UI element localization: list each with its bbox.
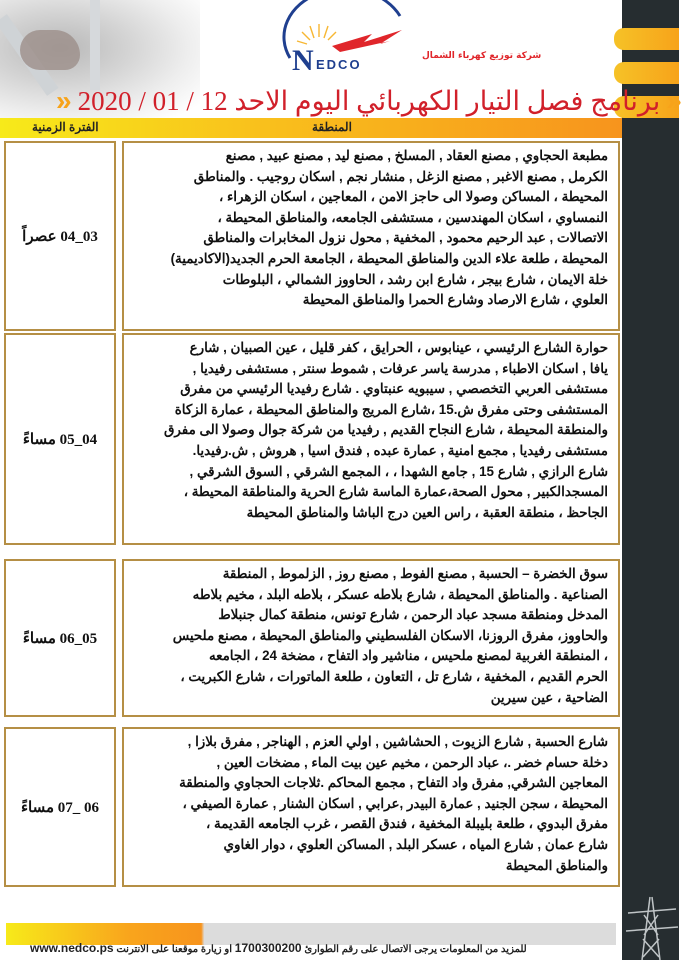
emergency-phone[interactable]: 1700300200 [234, 941, 302, 955]
region-line: والمناطق المحيطة [505, 857, 608, 873]
region-cell [122, 559, 620, 717]
time-cell [4, 559, 116, 717]
footer-info-text: للمزيد من المعلومات يرجى الاتصال على رقم الطوارئ [304, 944, 527, 955]
region-line: الحرم القديم ، المخفية ، شارع تل ، التعاون ، طلعة الماتورات ، شارع الكبريت ، [180, 668, 608, 684]
tower-beam [90, 0, 100, 90]
region-line: المسجدالكبير , محول الصحة،عمارة الماسة شارع الحرية والمناطقة المحيطة ، [183, 484, 608, 500]
region-line: شارع عمان , شارع المياه ، عسكر البلد , المساكن العلوي ، دوار الغاوي [223, 836, 608, 852]
region-line: والمنطقة المحيطة ، شارع النجاح القديم , رفيديا من شركة جوال وصولا الى مفرق [164, 422, 608, 438]
region-line: سوق الخضرة – الحسبة , مصنع الفوط , مصنع روز , الزلموط , المنطقة [222, 566, 608, 581]
region-line: المحيطة ، طلعة علاء الدين والمناطق المحيطة ، الجامعة الحرم الجديد(الاكاديمية) [170, 250, 608, 266]
region-line: الصناعية . والمناطق المحيطة ، شارع بلاطه عسكر ، بلاطه البلد ، مخيم بلاطه [192, 586, 608, 602]
region-line: الاتصالات , عبد الرحيم محمود , المخفية , محول نزول المخابرات والمناطق [203, 230, 608, 246]
glove-image [20, 30, 80, 70]
region-line: النمساوي ، اسكان المهندسين ، مستشفى الجامعه، والمناطق المحيطة ، [217, 209, 608, 225]
power-tower-icon [622, 895, 679, 960]
time-cell [4, 727, 116, 887]
region-line: ، المنطقة الغربية لمصنع ملحيس ، مناشير واد التفاح ، مضخة 24 ، الجامعه [208, 648, 608, 664]
footer-visit-text: او زيارة موقعنا على الانترنت [116, 944, 233, 955]
time-range: 04_05 مساءً [22, 431, 98, 448]
table-row [4, 333, 620, 545]
right-decorative-panel [622, 0, 679, 960]
sun-icon [297, 24, 336, 44]
double-chevron-left-icon: « [666, 85, 682, 116]
table-row [4, 141, 620, 331]
region-line: شارع الرازي , شارع 15 , جامع الشهدا ، ، المجمع الشرقي , السوق الشرقي , [189, 463, 608, 479]
region-line: مطبعة الحجاوي , مصنع العقاد , المسلخ , مصنع ليد , مصنع عبيد , مصنع [225, 148, 608, 163]
region-line: يافا , اسكان الاطباء , مدرسة ياسر عرفات , شموط سنتر , مستشفى رفيديا , [192, 360, 608, 376]
nedco-logo [272, 8, 542, 77]
time-cell [4, 141, 116, 331]
region-line: المستشفى وحتى مفرق ش.15 ،شارع المريج والمناطق المحيطة ، عمارة الزكاة [174, 401, 608, 417]
table-row [4, 559, 620, 717]
page-title-row [50, 84, 682, 118]
time-range: 05_06 مساءً [22, 630, 98, 647]
region-cell [122, 141, 620, 331]
region-line: الضاحية ، عين سيرين [490, 689, 608, 705]
page-title: برنامج فصل التيار الكهربائي اليوم الاحد 12 / 01 / 2020 [77, 85, 661, 116]
region-line: دخلة حسام خضر .، عباد الرحمن ، مخيم عين بيت الماء , مضخات العين , [216, 754, 608, 770]
region-line: المدخل ومنطقة مسجد عباد الرحمن ، شارع تونس، منطقة كمال جنبلاط [218, 607, 608, 623]
logo-letter-n: N [292, 44, 314, 77]
time-range: 03_04 عصراً [22, 228, 98, 245]
region-cell [122, 333, 620, 545]
footer-contact [30, 941, 620, 955]
time-range: 06 _07 مساءً [20, 799, 100, 816]
region-line: الكرمل , مصنع الاغبر , مصنع الزغل , منشار نجم , اسكان روجيب . والمناطق [193, 168, 608, 184]
table-header [0, 118, 622, 138]
region-line: الجاحظ ، منطقة العقبة ، راس العين درج الباشا والمناطق المحيطة [246, 504, 608, 520]
logo-arabic-name: شركة توزيع كهرباء الشمال [422, 51, 542, 61]
region-line: شارع الحسبة , شارع الزيوت , الحشاشين , اولي العزم , الهناجر , مفرق بلازا , [187, 734, 608, 749]
time-cell [4, 333, 116, 545]
region-line: مستشفى العربي التخصصي , سيبويه عنبتاوي . شارع رفيديا الرئيسي من مفرق [180, 381, 608, 397]
logo-latin-name: EDCO [316, 57, 362, 72]
region-line: مستشفى رفيديا , مجمع امنية , عمارة عبده , فندق اسيا , هروش , ش.رفيديا. [192, 442, 608, 458]
lightning-icon [332, 30, 402, 52]
website-link[interactable]: www.nedco.ps [30, 941, 114, 955]
region-line: والحاووز، مفرق الروزنا، الاسكان الفلسطيني والمناطق المحيطة ، مصنع ملحيس [172, 627, 608, 643]
region-line: المحيطة ، المساكن وصولا الى حاجز الامن ، المعاجين ، اسكان الزهراء ، [218, 189, 608, 205]
column-header-time: الفترة الزمنية [32, 120, 99, 134]
region-line: العلوي ، شارع الارصاد وشارع الحمرا والمناطق المحيطة [302, 292, 608, 308]
region-line: خلة الايمان ، شارع بيجر ، شارع ابن رشد ، الحاووز الشمالي ، البلوطات [222, 271, 608, 287]
column-header-region: المنطقة [312, 120, 352, 134]
region-line: المحيطة ، سجن الجنيد , عمارة البيدر ,عرابي , اسكان الشنار , عمارة الصيفي ، [182, 795, 608, 811]
region-cell [122, 727, 620, 887]
table-row [4, 727, 620, 887]
ribbon-decoration [614, 28, 679, 50]
ribbon-decoration [614, 62, 679, 84]
region-line: حوارة الشارع الرئيسي ، عينابوس ، الحرايق ، كفر قليل ، عين الصبيان , شارع [189, 340, 608, 355]
double-chevron-left-icon: « [56, 85, 72, 116]
region-line: مفرق البدوي ، طلعة بليبلة المخفية ، فندق القصر ، غرب الجامعه القديمة ، [206, 816, 608, 832]
region-line: المعاجين الشرقي, مفرق واد التفاح , مجمع المحاكم .ثلاجات الحجاوي والمنطقة [179, 775, 608, 791]
